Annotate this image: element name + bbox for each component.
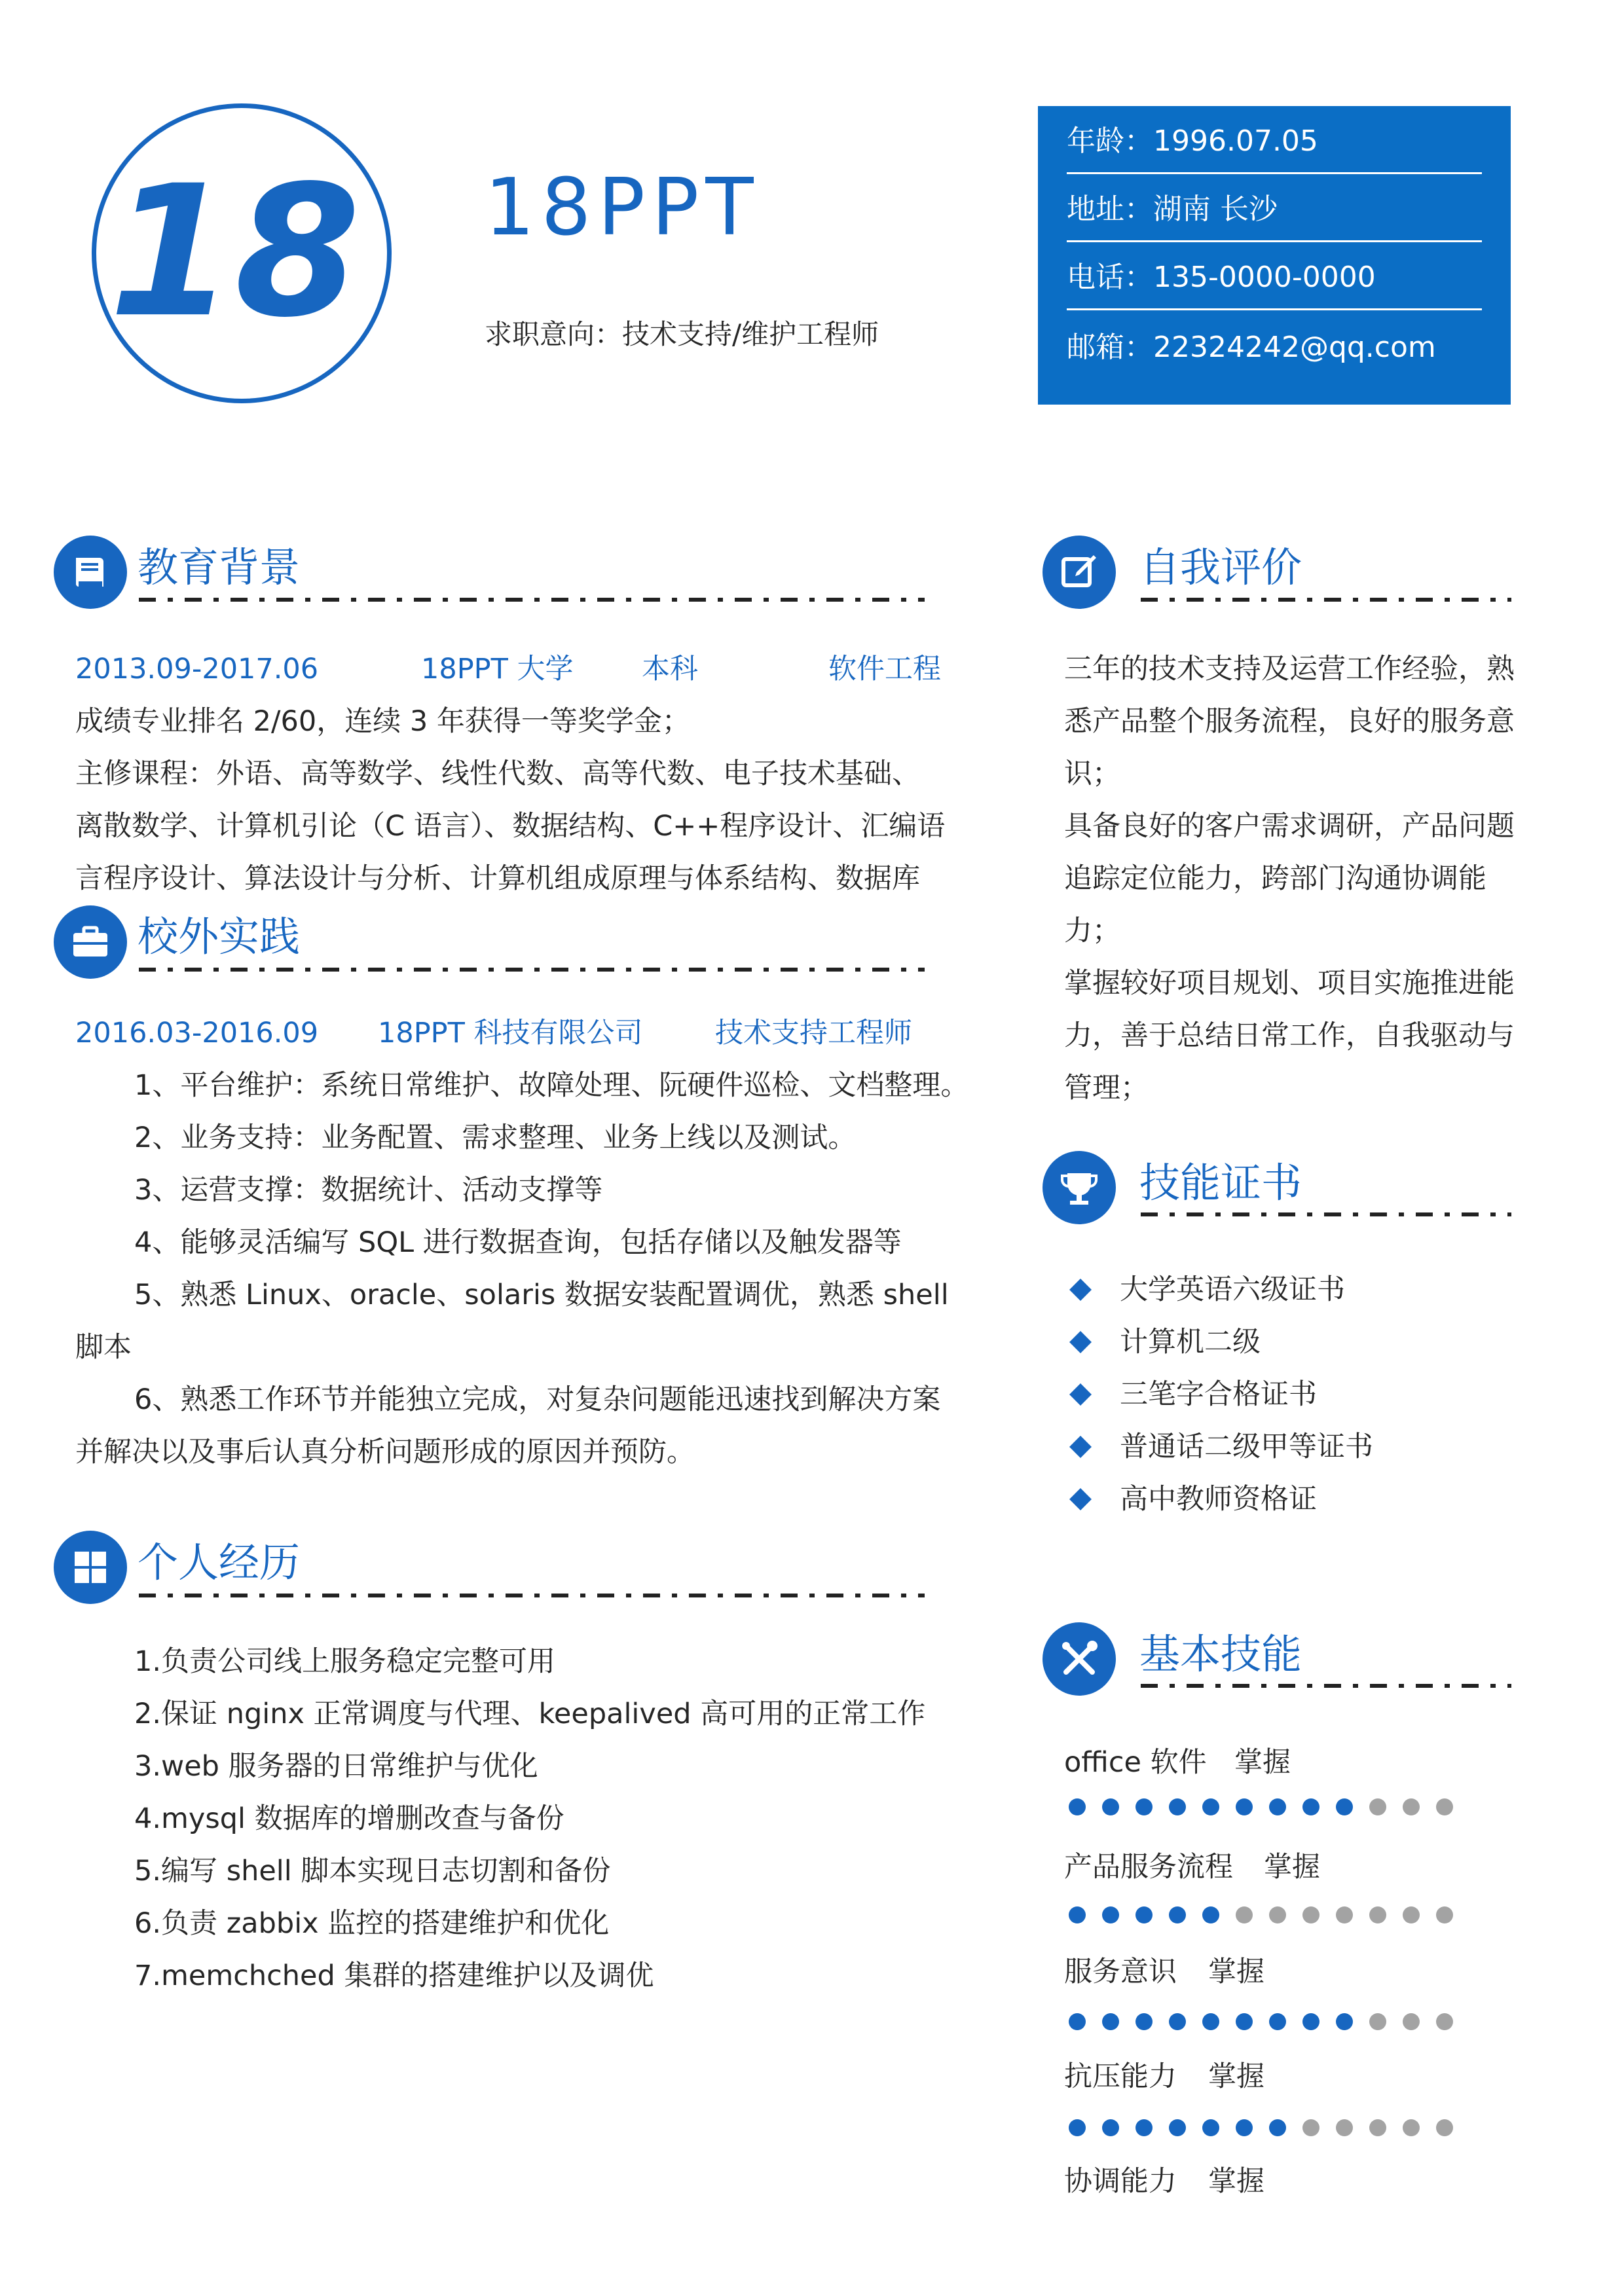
section-divider — [139, 598, 925, 602]
cert-bullet — [1069, 1488, 1092, 1510]
experience-item: 4.mysql 数据库的增删改查与备份 — [134, 1802, 564, 1835]
practice-item: 1、平台维护：系统日常维护、故障处理、阮硬件巡检、文档整理。 — [134, 1069, 969, 1102]
edu-school: 18PPT 大学 — [421, 653, 574, 685]
tools-icon — [1043, 1622, 1116, 1696]
skill-name: office 软件 — [1064, 1746, 1207, 1779]
rating-dot-empty — [1436, 2013, 1453, 2030]
book-icon — [54, 536, 127, 609]
logo — [92, 103, 392, 403]
practice-item: 脚本 — [75, 1331, 132, 1364]
edu-line: 成绩专业排名 2/60，连续 3 年获得一等奖学金； — [75, 705, 690, 738]
self-eval-line: 追踪定位能力，跨部门沟通协调能 — [1064, 862, 1486, 895]
rating-dot-filled — [1336, 1798, 1353, 1815]
skill-level: 掌握 — [1208, 1956, 1264, 1988]
rating-dot-filled — [1135, 1906, 1153, 1923]
briefcase-icon — [54, 905, 127, 979]
edit-icon — [1043, 536, 1116, 609]
experience-item: 1.负责公司线上服务稳定完整可用 — [134, 1645, 556, 1678]
cert-item: 大学英语六级证书 — [1120, 1273, 1345, 1306]
grid-icon — [54, 1531, 127, 1604]
rating-dot-filled — [1169, 1906, 1186, 1923]
rating-dot-empty — [1336, 2119, 1353, 2136]
skill-rating — [1069, 2119, 1469, 2136]
cert-item: 计算机二级 — [1120, 1326, 1261, 1358]
edu-line: 离散数学、计算机引论（C 语言）、数据结构、C++程序设计、汇编语 — [75, 810, 946, 843]
rating-dot-filled — [1102, 2119, 1119, 2136]
self-eval-line: 力，善于总结日常工作，自我驱动与 — [1064, 1019, 1515, 1052]
cert-item: 普通话二级甲等证书 — [1120, 1430, 1373, 1463]
rating-dot-filled — [1169, 2013, 1186, 2030]
section-divider — [1141, 1684, 1511, 1688]
rating-dot-filled — [1169, 1798, 1186, 1815]
rating-dot-empty — [1269, 1906, 1286, 1923]
rating-dot-empty — [1403, 1798, 1420, 1815]
rating-dot-filled — [1102, 1906, 1119, 1923]
cert-bullet — [1069, 1331, 1092, 1353]
skill-name: 抗压能力 — [1064, 2060, 1177, 2093]
rating-dot-filled — [1336, 2013, 1353, 2030]
rating-dot-filled — [1302, 2013, 1320, 2030]
cert-bullet — [1069, 1436, 1092, 1458]
self-eval-line: 三年的技术支持及运营工作经验，熟 — [1064, 653, 1515, 685]
info-age: 年龄：1996.07.05 — [1067, 106, 1482, 174]
section-title-experience: 个人经历 — [138, 1539, 301, 1586]
cert-item: 高中教师资格证 — [1120, 1483, 1317, 1516]
rating-dot-filled — [1069, 1906, 1086, 1923]
logo-text: 18 — [109, 147, 361, 358]
practice-company: 18PPT 科技有限公司 — [378, 1017, 643, 1049]
rating-dot-empty — [1403, 2119, 1420, 2136]
rating-dot-empty — [1403, 2013, 1420, 2030]
info-phone: 电话：135-0000-0000 — [1067, 242, 1482, 310]
candidate-name: 18PPT — [485, 162, 760, 253]
section-title-certs: 技能证书 — [1139, 1159, 1302, 1207]
skill-name: 协调能力 — [1064, 2165, 1177, 2198]
practice-item: 6、熟悉工作环节并能独立完成，对复杂问题能迅速找到解决方案 — [134, 1383, 941, 1416]
rating-dot-filled — [1102, 1798, 1119, 1815]
logo-mark — [96, 108, 387, 399]
skill-level: 掌握 — [1208, 2165, 1264, 2198]
rating-dot-empty — [1369, 1906, 1386, 1923]
rating-dot-filled — [1102, 2013, 1119, 2030]
section-title-practice: 校外实践 — [138, 913, 301, 960]
practice-item: 4、能够灵活编写 SQL 进行数据查询，包括存储以及触发器等 — [134, 1226, 902, 1259]
skill-level: 掌握 — [1234, 1746, 1291, 1779]
section-divider — [139, 968, 925, 972]
rating-dot-filled — [1135, 2119, 1153, 2136]
section-title-skills: 基本技能 — [1139, 1630, 1302, 1678]
section-title-self-eval: 自我评价 — [1139, 543, 1302, 591]
rating-dot-filled — [1202, 2119, 1219, 2136]
cert-item: 三笔字合格证书 — [1120, 1378, 1317, 1411]
rating-dot-filled — [1069, 2013, 1086, 2030]
rating-dot-empty — [1403, 1906, 1420, 1923]
rating-dot-filled — [1302, 1798, 1320, 1815]
rating-dot-filled — [1202, 1906, 1219, 1923]
skill-rating — [1069, 1798, 1469, 1815]
edu-line: 主修课程：外语、高等数学、线性代数、高等代数、电子技术基础、 — [75, 757, 920, 790]
skill-name: 产品服务流程 — [1064, 1851, 1233, 1884]
skill-rating — [1069, 1906, 1469, 1923]
info-email: 邮箱：22324242@qq.com — [1067, 331, 1436, 364]
edu-major: 软件工程 — [828, 653, 941, 685]
rating-dot-filled — [1069, 2119, 1086, 2136]
practice-role: 技术支持工程师 — [715, 1017, 912, 1049]
job-intent: 求职意向：技术支持/维护工程师 — [485, 318, 879, 350]
rating-dot-empty — [1369, 2119, 1386, 2136]
practice-item: 5、熟悉 Linux、oracle、solaris 数据安装配置调优，熟悉 shell — [134, 1279, 949, 1311]
rating-dot-empty — [1436, 2119, 1453, 2136]
rating-dot-empty — [1236, 1906, 1253, 1923]
skill-level: 掌握 — [1264, 1851, 1320, 1884]
edu-degree: 本科 — [642, 653, 698, 685]
trophy-icon — [1043, 1151, 1116, 1224]
practice-item: 并解决以及事后认真分析问题形成的原因并预防。 — [75, 1436, 695, 1468]
section-divider — [1141, 1212, 1511, 1216]
rating-dot-filled — [1202, 2013, 1219, 2030]
rating-dot-filled — [1269, 1798, 1286, 1815]
rating-dot-filled — [1269, 2119, 1286, 2136]
experience-item: 5.编写 shell 脚本实现日志切割和备份 — [134, 1855, 611, 1887]
rating-dot-filled — [1236, 2119, 1253, 2136]
rating-dot-empty — [1302, 2119, 1320, 2136]
info-address: 地址：湖南 长沙 — [1067, 174, 1482, 242]
self-eval-line: 悉产品整个服务流程，良好的服务意 — [1064, 705, 1515, 738]
rating-dot-filled — [1069, 1798, 1086, 1815]
rating-dot-filled — [1236, 1798, 1253, 1815]
rating-dot-empty — [1369, 1798, 1386, 1815]
rating-dot-filled — [1236, 2013, 1253, 2030]
section-divider — [139, 1594, 925, 1597]
rating-dot-empty — [1436, 1798, 1453, 1815]
self-eval-line: 识； — [1064, 757, 1120, 790]
self-eval-line: 力； — [1064, 915, 1120, 947]
edu-period: 2013.09-2017.06 — [75, 653, 319, 685]
rating-dot-empty — [1336, 1906, 1353, 1923]
cert-bullet — [1069, 1383, 1092, 1406]
skill-level: 掌握 — [1208, 2060, 1264, 2093]
practice-item: 3、运营支撑：数据统计、活动支撑等 — [134, 1174, 603, 1207]
rating-dot-empty — [1302, 1906, 1320, 1923]
self-eval-line: 具备良好的客户需求调研，产品问题 — [1064, 810, 1515, 843]
rating-dot-filled — [1269, 2013, 1286, 2030]
practice-period: 2016.03-2016.09 — [75, 1017, 319, 1049]
edu-line: 言程序设计、算法设计与分析、计算机组成原理与体系结构、数据库 — [75, 862, 920, 895]
rating-dot-filled — [1169, 2119, 1186, 2136]
experience-item: 7.memchched 集群的搭建维护以及调优 — [134, 1959, 654, 1992]
rating-dot-empty — [1436, 1906, 1453, 1923]
experience-item: 3.web 服务器的日常维护与优化 — [134, 1750, 538, 1783]
cert-bullet — [1069, 1279, 1092, 1301]
rating-dot-filled — [1135, 2013, 1153, 2030]
experience-item: 2.保证 nginx 正常调度与代理、keepalived 高可用的正常工作 — [134, 1698, 926, 1730]
self-eval-line: 管理； — [1064, 1072, 1149, 1104]
skill-name: 服务意识 — [1064, 1956, 1177, 1988]
self-eval-line: 掌握较好项目规划、项目实施推进能 — [1064, 967, 1515, 1000]
rating-dot-filled — [1135, 1798, 1153, 1815]
rating-dot-empty — [1369, 2013, 1386, 2030]
rating-dot-filled — [1202, 1798, 1219, 1815]
skill-rating — [1069, 2013, 1469, 2030]
experience-item: 6.负责 zabbix 监控的搭建维护和优化 — [134, 1907, 610, 1940]
section-divider — [1141, 598, 1511, 602]
practice-item: 2、业务支持：业务配置、需求整理、业务上线以及测试。 — [134, 1121, 857, 1154]
contact-info-box — [1038, 106, 1511, 405]
section-title-education: 教育背景 — [138, 543, 301, 591]
